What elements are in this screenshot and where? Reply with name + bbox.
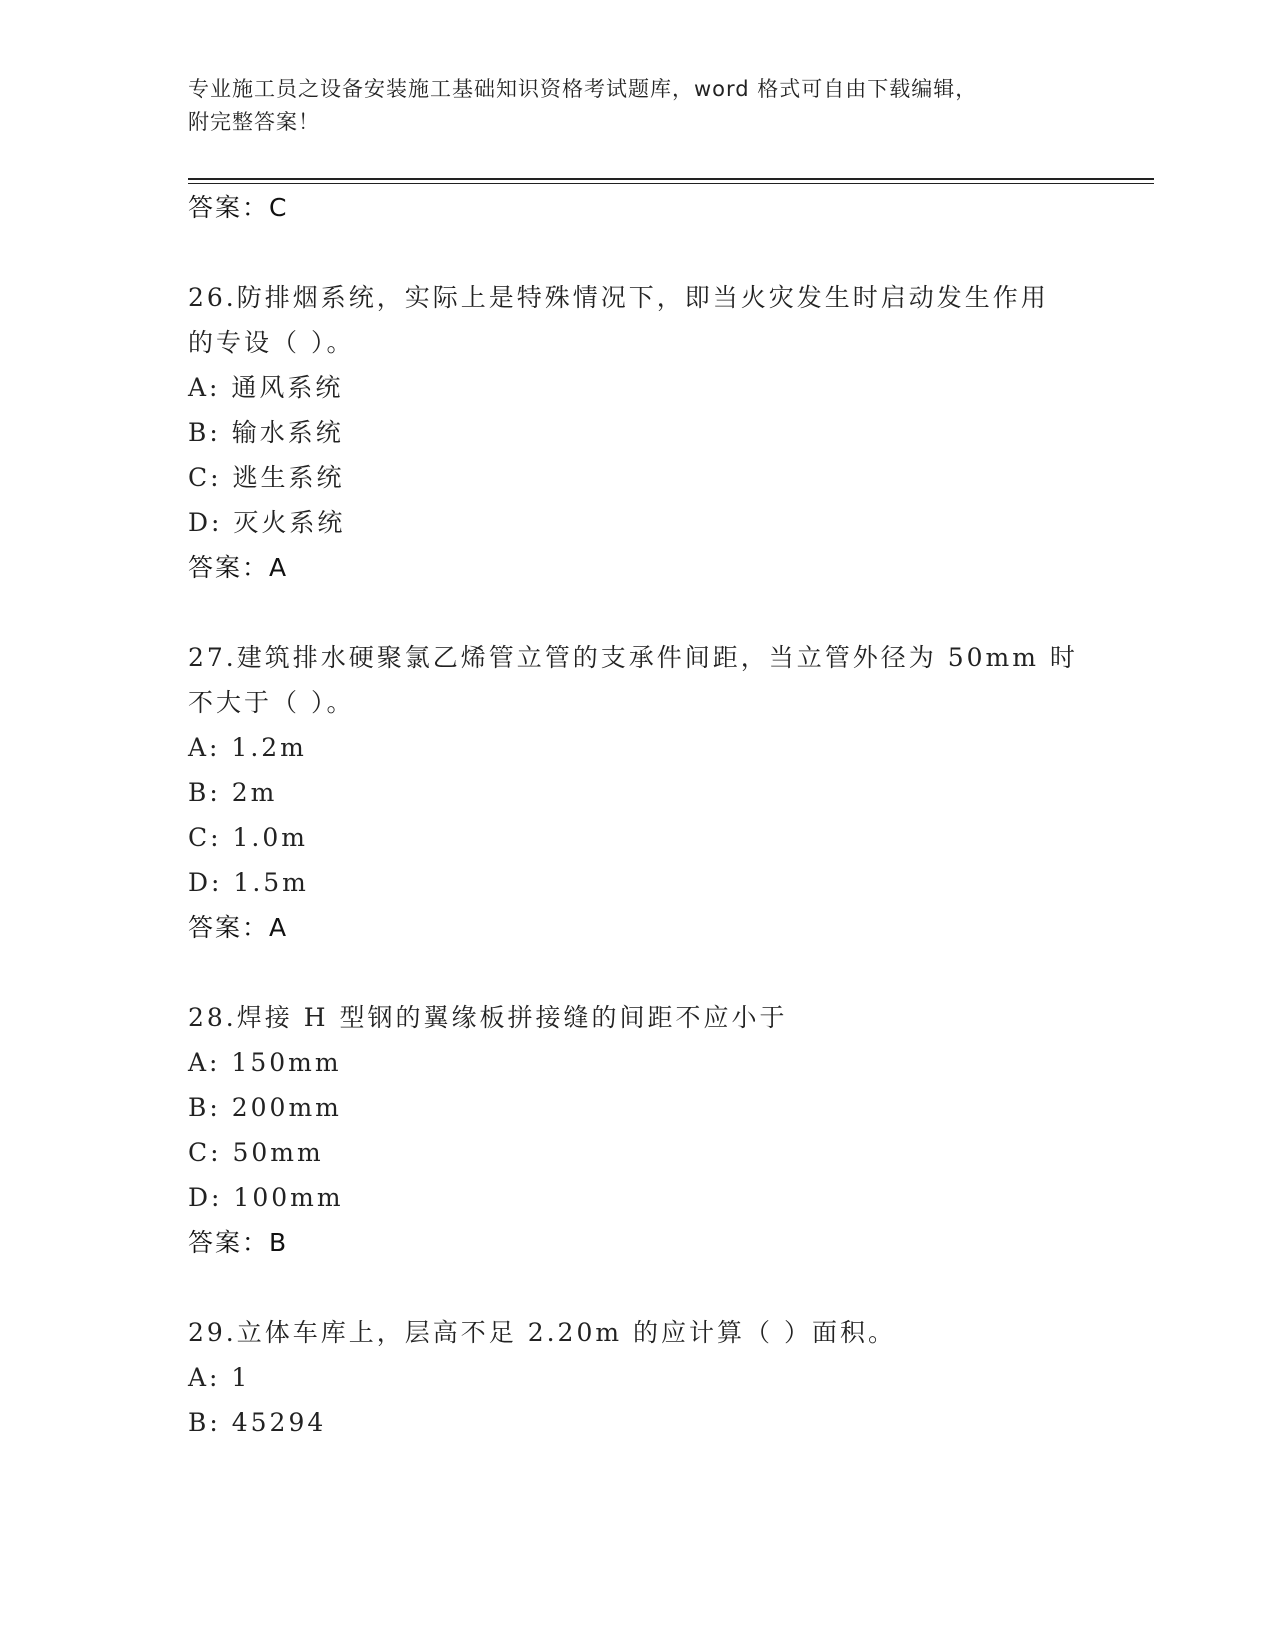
header-divider bbox=[188, 178, 1154, 180]
question-stem: 27.建筑排水硬聚氯乙烯管立管的支承件间距，当立管外径为 50mm 时 bbox=[188, 643, 1078, 672]
option-a: A: 1.2m bbox=[188, 733, 307, 762]
option-c: C: 逃生系统 bbox=[188, 463, 345, 492]
option-d: D: 1.5m bbox=[188, 868, 309, 897]
option-b: B: 2m bbox=[188, 778, 278, 807]
header-line-1: 专业施工员之设备安装施工基础知识资格考试题库，word 格式可自由下载编辑， bbox=[188, 77, 978, 101]
question-stem: 26.防排烟系统，实际上是特殊情况下，即当火灾发生时启动发生作用 bbox=[188, 283, 1049, 312]
question-stem: 29.立体车库上，层高不足 2.20m 的应计算（ ）面积。 bbox=[188, 1318, 896, 1347]
option-a: A: 通风系统 bbox=[188, 373, 344, 402]
header-divider-thin bbox=[188, 183, 1154, 184]
option-d: D: 100mm bbox=[188, 1183, 344, 1212]
page-header bbox=[188, 73, 1088, 139]
option-b: B: 输水系统 bbox=[188, 418, 344, 447]
option-b: B: 45294 bbox=[188, 1408, 327, 1437]
answer-line: 答案：A bbox=[188, 913, 289, 942]
question-stem-continued: 不大于（ ）。 bbox=[188, 688, 355, 717]
option-a: A: 1 bbox=[188, 1363, 251, 1392]
option-c: C: 50mm bbox=[188, 1138, 324, 1167]
question-stem-continued: 的专设（ ）。 bbox=[188, 328, 355, 357]
answer-line: 答案：C bbox=[188, 193, 289, 222]
option-c: C: 1.0m bbox=[188, 823, 308, 852]
answer-line: 答案：B bbox=[188, 1228, 289, 1257]
header-line-2: 附完整答案！ bbox=[188, 110, 320, 134]
option-b: B: 200mm bbox=[188, 1093, 342, 1122]
answer-line: 答案：A bbox=[188, 553, 289, 582]
option-a: A: 150mm bbox=[188, 1048, 342, 1077]
option-d: D: 灭火系统 bbox=[188, 508, 346, 537]
question-stem: 28.焊接 H 型钢的翼缘板拼接缝的间距不应小于 bbox=[188, 1003, 788, 1032]
